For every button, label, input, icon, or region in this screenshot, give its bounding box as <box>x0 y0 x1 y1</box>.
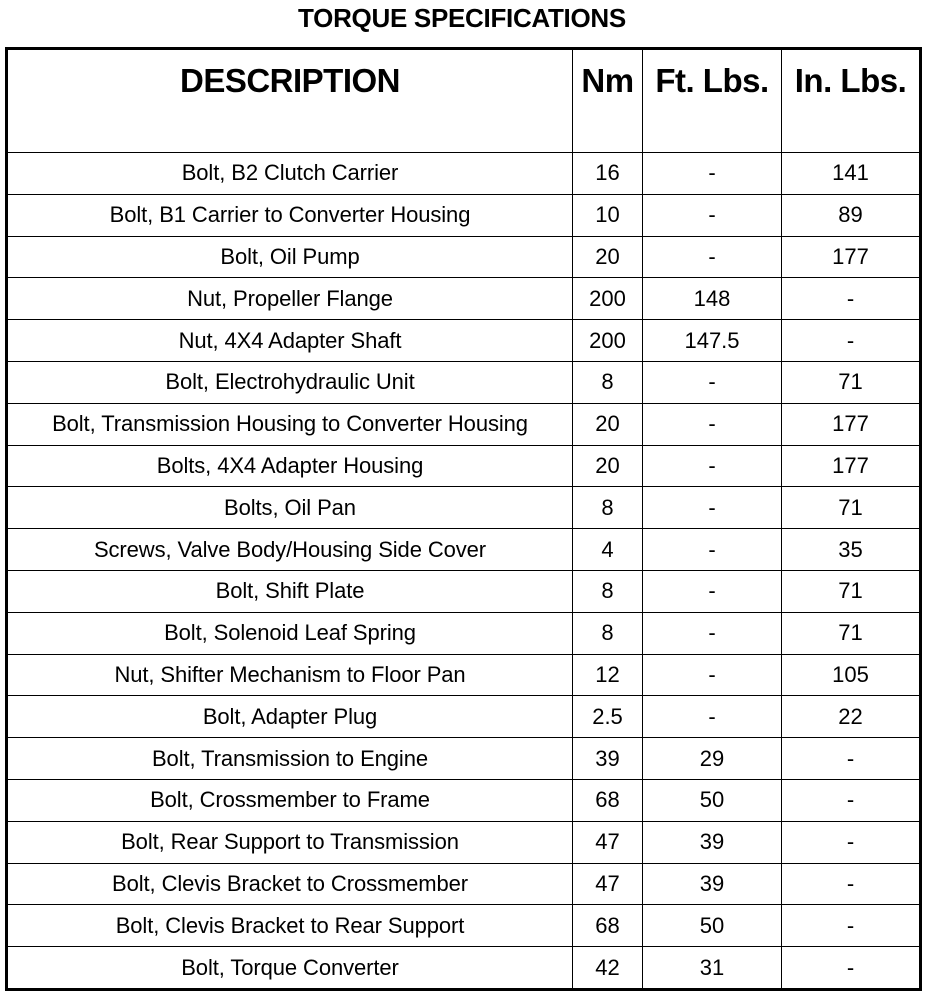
page-title: TORQUE SPECIFICATIONS <box>298 3 626 33</box>
table-row <box>7 779 921 821</box>
table-row <box>7 738 921 780</box>
cell-in-lbs: 71 <box>782 487 921 529</box>
table-row <box>7 153 921 195</box>
cell-description: Bolt, Clevis Bracket to Rear Support <box>7 905 573 947</box>
cell-description: Bolts, Oil Pan <box>7 487 573 529</box>
cell-nm: 68 <box>573 779 643 821</box>
cell-nm: 8 <box>573 570 643 612</box>
cell-description: Bolt, Crossmember to Frame <box>7 779 573 821</box>
cell-description: Bolt, Clevis Bracket to Crossmember <box>7 863 573 905</box>
cell-ft-lbs: - <box>643 696 782 738</box>
cell-in-lbs: 89 <box>782 194 921 236</box>
table-row <box>7 654 921 696</box>
cell-nm: 20 <box>573 445 643 487</box>
header-description: DESCRIPTION <box>7 49 573 153</box>
table-row <box>7 278 921 320</box>
cell-in-lbs: - <box>782 320 921 362</box>
cell-description: Bolt, B2 Clutch Carrier <box>7 153 573 195</box>
cell-description: Bolt, Electrohydraulic Unit <box>7 361 573 403</box>
cell-ft-lbs: - <box>643 194 782 236</box>
cell-description: Bolt, Rear Support to Transmission <box>7 821 573 863</box>
table-row <box>7 194 921 236</box>
cell-ft-lbs: - <box>643 445 782 487</box>
cell-in-lbs: - <box>782 947 921 990</box>
table-row <box>7 487 921 529</box>
cell-ft-lbs: 50 <box>643 905 782 947</box>
cell-nm: 20 <box>573 236 643 278</box>
cell-description: Bolt, Shift Plate <box>7 570 573 612</box>
table-body <box>7 153 921 990</box>
cell-in-lbs: - <box>782 779 921 821</box>
cell-in-lbs: 22 <box>782 696 921 738</box>
cell-description: Bolt, Oil Pump <box>7 236 573 278</box>
cell-nm: 2.5 <box>573 696 643 738</box>
cell-nm: 68 <box>573 905 643 947</box>
table-row <box>7 821 921 863</box>
cell-nm: 10 <box>573 194 643 236</box>
table-row <box>7 696 921 738</box>
cell-nm: 39 <box>573 738 643 780</box>
cell-nm: 12 <box>573 654 643 696</box>
cell-ft-lbs: 148 <box>643 278 782 320</box>
cell-in-lbs: - <box>782 905 921 947</box>
header-ft-lbs: Ft. Lbs. <box>643 49 782 153</box>
cell-nm: 47 <box>573 821 643 863</box>
table-row <box>7 403 921 445</box>
cell-ft-lbs: - <box>643 236 782 278</box>
cell-description: Bolt, Solenoid Leaf Spring <box>7 612 573 654</box>
cell-description: Nut, 4X4 Adapter Shaft <box>7 320 573 362</box>
cell-in-lbs: - <box>782 738 921 780</box>
table-row <box>7 863 921 905</box>
cell-description: Bolt, B1 Carrier to Converter Housing <box>7 194 573 236</box>
torque-spec-table <box>5 47 922 991</box>
cell-in-lbs: 71 <box>782 612 921 654</box>
cell-ft-lbs: 29 <box>643 738 782 780</box>
table-row <box>7 570 921 612</box>
cell-in-lbs: 177 <box>782 236 921 278</box>
header-row <box>7 49 921 153</box>
cell-in-lbs: 177 <box>782 403 921 445</box>
cell-nm: 8 <box>573 487 643 529</box>
cell-description: Bolt, Adapter Plug <box>7 696 573 738</box>
cell-nm: 42 <box>573 947 643 990</box>
table-row <box>7 445 921 487</box>
cell-in-lbs: - <box>782 863 921 905</box>
table-row <box>7 947 921 990</box>
cell-nm: 200 <box>573 278 643 320</box>
cell-ft-lbs: - <box>643 487 782 529</box>
cell-in-lbs: - <box>782 821 921 863</box>
cell-in-lbs: 105 <box>782 654 921 696</box>
cell-in-lbs: 35 <box>782 529 921 571</box>
cell-ft-lbs: 39 <box>643 863 782 905</box>
cell-ft-lbs: - <box>643 570 782 612</box>
header-in-lbs: In. Lbs. <box>782 49 921 153</box>
table-row <box>7 236 921 278</box>
cell-ft-lbs: 39 <box>643 821 782 863</box>
cell-in-lbs: 141 <box>782 153 921 195</box>
cell-ft-lbs: - <box>643 654 782 696</box>
cell-in-lbs: 71 <box>782 570 921 612</box>
cell-in-lbs: 177 <box>782 445 921 487</box>
header-nm: Nm <box>573 49 643 153</box>
table-row <box>7 612 921 654</box>
table-row <box>7 320 921 362</box>
cell-nm: 8 <box>573 612 643 654</box>
cell-description: Bolts, 4X4 Adapter Housing <box>7 445 573 487</box>
cell-ft-lbs: - <box>643 403 782 445</box>
cell-ft-lbs: - <box>643 612 782 654</box>
table-header <box>7 49 921 153</box>
cell-description: Screws, Valve Body/Housing Side Cover <box>7 529 573 571</box>
cell-description: Bolt, Transmission Housing to Converter Housing <box>7 403 573 445</box>
cell-description: Bolt, Transmission to Engine <box>7 738 573 780</box>
table-row <box>7 905 921 947</box>
cell-nm: 16 <box>573 153 643 195</box>
cell-nm: 200 <box>573 320 643 362</box>
cell-description: Nut, Propeller Flange <box>7 278 573 320</box>
cell-ft-lbs: 31 <box>643 947 782 990</box>
cell-in-lbs: 71 <box>782 361 921 403</box>
cell-ft-lbs: 50 <box>643 779 782 821</box>
cell-nm: 4 <box>573 529 643 571</box>
cell-nm: 20 <box>573 403 643 445</box>
cell-nm: 47 <box>573 863 643 905</box>
cell-ft-lbs: - <box>643 361 782 403</box>
cell-ft-lbs: 147.5 <box>643 320 782 362</box>
cell-in-lbs: - <box>782 278 921 320</box>
table-row <box>7 529 921 571</box>
cell-ft-lbs: - <box>643 153 782 195</box>
cell-ft-lbs: - <box>643 529 782 571</box>
cell-nm: 8 <box>573 361 643 403</box>
table-row <box>7 361 921 403</box>
cell-description: Bolt, Torque Converter <box>7 947 573 990</box>
cell-description: Nut, Shifter Mechanism to Floor Pan <box>7 654 573 696</box>
